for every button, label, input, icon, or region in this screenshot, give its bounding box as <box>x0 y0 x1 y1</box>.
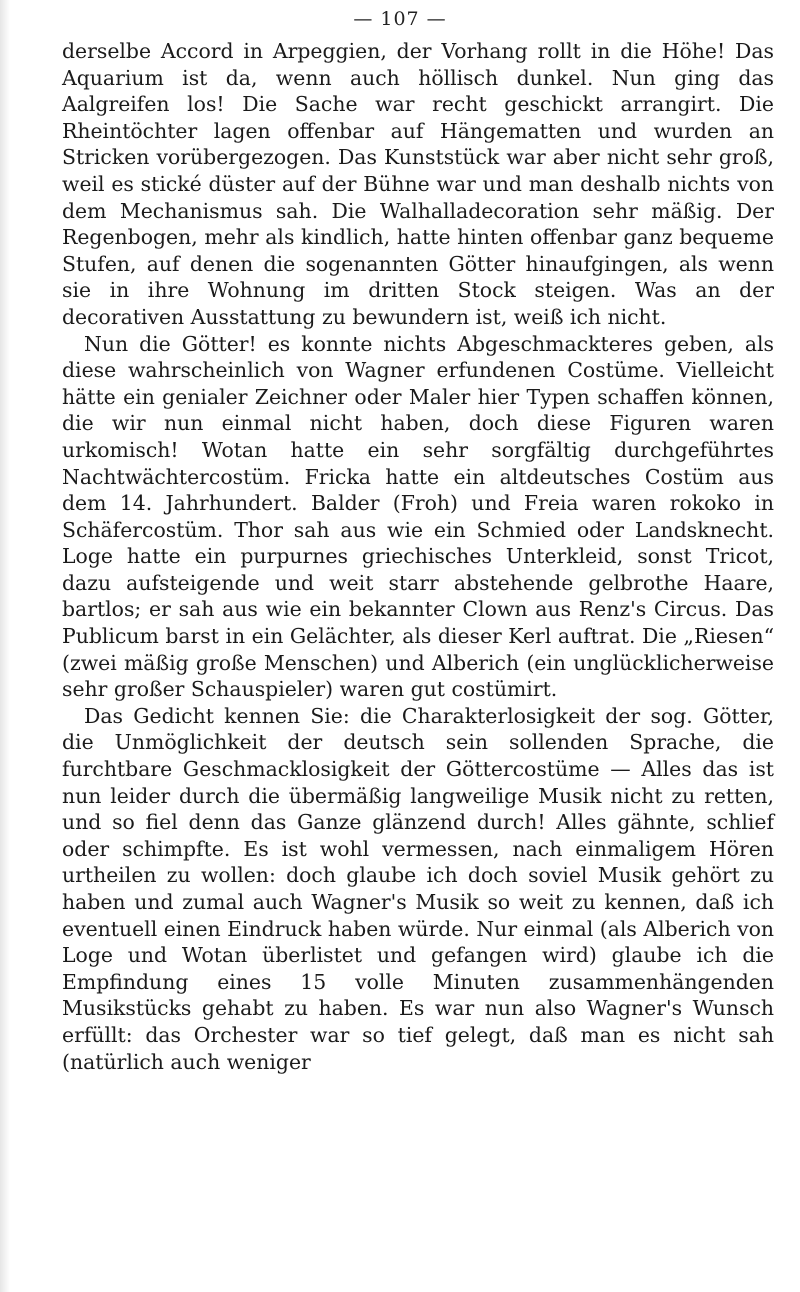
page-gutter-shadow <box>0 0 10 1292</box>
paragraph-3: Das Gedicht kennen Sie: die Charakterlosigkeit der sog. Götter, die Unmöglichkeit der deutsch sein sollenden Sprache, die furchtbare Geschmacklosigkeit der Göttercostüme — Alles das ist nun leider durch die übermäßig langweilige Musik nicht zu retten, und so fiel denn das Ganze glänzend durch! Alles gähnte, schlief oder schimpfte. Es ist wohl vermessen, nach einmaligem Hören urtheilen zu wollen: doch glaube ich doch soviel Musik gehört zu haben und zumal auch Wagner's Musik so weit zu kennen, daß ich eventuell einen Eindruck haben würde. Nur einmal (als Alberich von Loge und Wotan überlistet und gefangen wird) glaube ich die Empfindung eines 15 volle Minuten zusammenhängenden Musikstücks gehabt zu haben. Es war nun also Wagner's Wunsch erfüllt: das Orchester war so tief gelegt, daß man es nicht sah (natürlich auch weniger <box>62 703 774 1074</box>
page-number-header: — 107 — <box>353 8 447 30</box>
paragraph-1: derselbe Accord in Arpeggien, der Vorhang rollt in die Höhe! Das Aquarium ist da, wenn auch höllisch dunkel. Nun ging das Aalgreifen los! Die Sache war recht geschickt arrangirt. Die Rheintöchter lagen offenbar auf Hängematten und wurden an Stricken vorübergezogen. Das Kunststück war aber nicht sehr groß, weil es stické düster auf der Bühne war und man deshalb nichts von dem Mechanismus sah. Die Walhalladecoration sehr mäßig. Der Regenbogen, mehr als kindlich, hatte hinten offenbar ganz bequeme Stufen, auf denen die sogenannten Götter hinaufgingen, als wenn sie in ihre Wohnung im dritten Stock steigen. Was an der decorativen Ausstattung zu bewundern ist, weiß ich nicht. <box>62 39 774 329</box>
body-text <box>62 38 774 1075</box>
paragraph-2: Nun die Götter! es konnte nichts Abgeschmackteres geben, als diese wahrscheinlich von Wagner erfundenen Costüme. Vielleicht hätte ein genialer Zeichner oder Maler hier Typen schaffen können, die wir nun einmal nicht haben, doch diese Figuren waren urkomisch! Wotan hatte ein sehr sorgfältig durchgeführtes Nachtwächtercostüm. Fricka hatte ein altdeutsches Costüm aus dem 14. Jahrhundert. Balder (Froh) und Freia waren rokoko in Schäfercostüm. Thor sah aus wie ein Schmied oder Landsknecht. Loge hatte ein purpurnes griechisches Unterkleid, sonst Tricot, dazu aufsteigende und weit starr abstehende gelbrothe Haare, bartlos; er sah aus wie ein bekannter Clown aus Renz's Circus. Das Publicum barst in ein Gelächter, als dieser Kerl auftrat. Die „Riesen“ (zwei mäßig große Menschen) und Alberich (ein unglücklicherweise sehr großer Schauspieler) waren gut costümirt. <box>62 331 774 702</box>
